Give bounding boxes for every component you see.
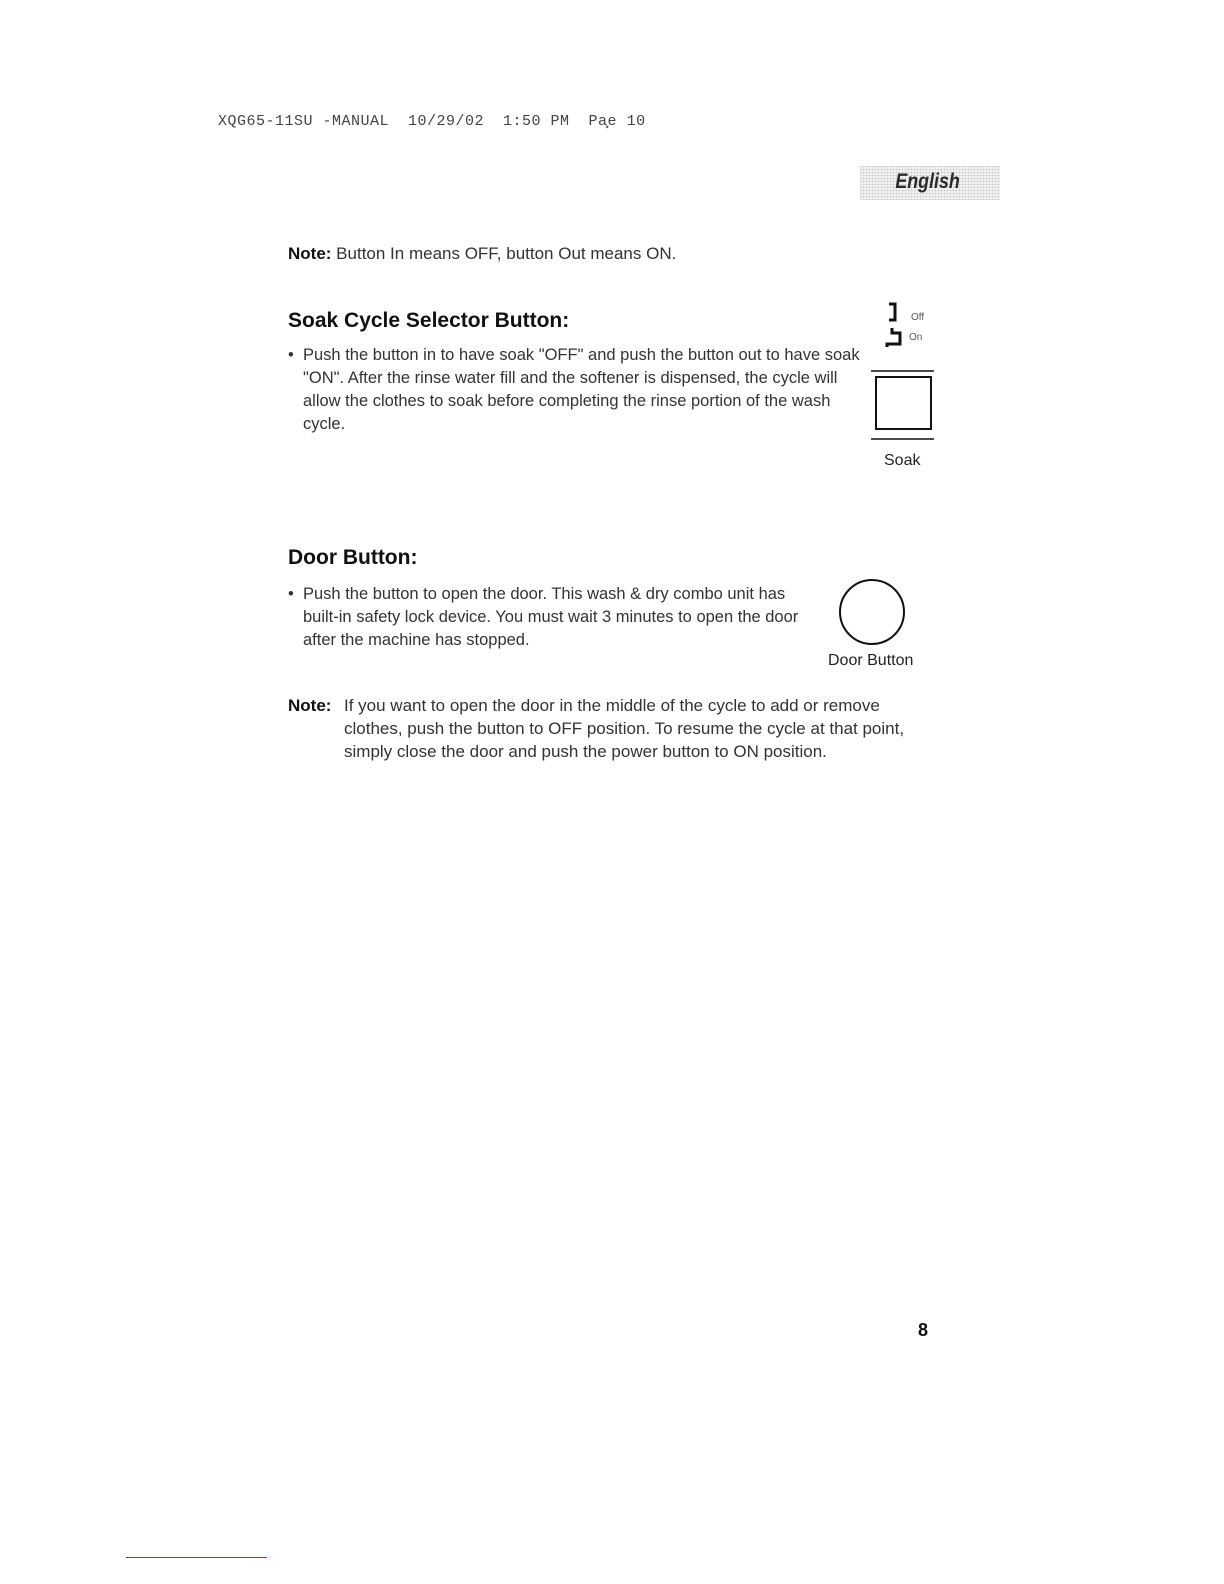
note-bottom-label: Note: [288,696,332,715]
bullet-dot: • [288,585,294,603]
soak-caption: Soak [884,452,921,469]
soak-button-illustration [862,296,952,476]
page-number: 8 [918,1320,929,1340]
note-bottom [288,694,928,761]
note-top-label: Note: [288,244,332,263]
door-section-heading: Door Button: [288,546,418,569]
door-button-illustration [836,578,908,646]
language-tab-label: English [895,170,960,193]
door-bullet-text: Push the button to open the door. This wash & dry combo unit has built-in safety lock device. You must wait 3 minutes to open the door after the machine has stopped. [303,585,799,649]
soak-button-body [876,377,931,429]
bullet-dot: • [288,346,294,364]
soak-bullet [288,344,863,436]
on-label: On [909,332,923,343]
on-indicator-icon [887,328,900,347]
print-header: XQG65-11SU -MANUAL 10/29/02 1:50 PM Pa̧e 10 [218,113,646,130]
bottom-rule [126,1557,267,1558]
door-button-circle [840,580,904,644]
off-indicator-icon [889,304,895,320]
soak-bullet-text: Push the button in to have soak "OFF" and push the button out to have soak "ON". After the rinse water fill and the softener is dispensed, the cycle will allow the clothes to soak before completing the rinse portion of the wash cycle. [303,346,860,433]
language-tab [860,166,1000,200]
off-label: Off [911,312,925,323]
note-top-text: Button In means OFF, button Out means ON. [331,244,677,263]
note-top [288,242,676,265]
door-button-caption: Door Button [828,652,914,669]
door-bullet [288,583,803,652]
note-bottom-text: If you want to open the door in the middle of the cycle to add or remove clothes, push the button to OFF position. To resume the cycle at that point, simply close the door and push the power button to ON position. [344,696,905,761]
soak-section-heading: Soak Cycle Selector Button: [288,309,570,332]
